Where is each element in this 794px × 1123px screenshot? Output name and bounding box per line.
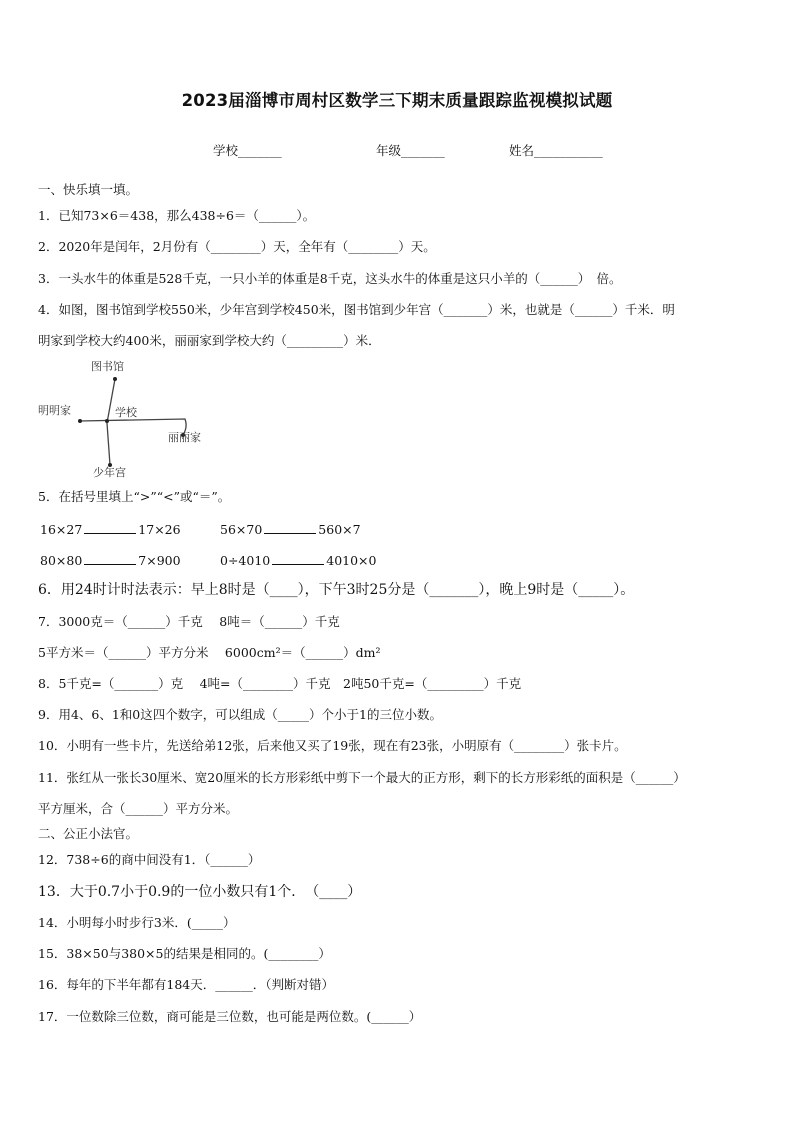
- question-11-line2: 平方厘米，合（______）平方分米。: [38, 801, 239, 816]
- page-title: 2023届淄博市周村区数学三下期末质量跟踪监视模拟试题: [181, 91, 613, 110]
- compare-b-left: 56×70: [220, 522, 263, 537]
- map-label-youth-palace: 少年宫: [93, 466, 126, 479]
- compare-d-blank[interactable]: [272, 552, 324, 565]
- question-11-line1: 11．张红从一张长30厘米、宽20厘米的长方形彩纸中剪下一个最大的正方形，剩下的长方形彩纸的面积是（______）: [38, 770, 686, 785]
- compare-a: [40, 521, 181, 537]
- question-9: 9．用4、6、1和0这四个数字，可以组成（_____）个小于1的三位小数。: [38, 707, 442, 722]
- grade-field[interactable]: 年级_______: [376, 143, 445, 158]
- compare-a-blank[interactable]: [84, 521, 136, 534]
- question-4-line1: 4．如图，图书馆到学校550米，少年宫到学校450米，图书馆到少年宫（_______）米，也就是（______）千米．明: [38, 302, 675, 317]
- question-3: 3．一头水牛的体重是528千克，一只小羊的体重是8千克，这头水牛的体重是这只小羊的（______） 倍。: [38, 271, 622, 286]
- map-label-mingming: 明明家: [38, 404, 71, 417]
- question-6: 6．用24时计时法表示：早上8时是（____），下午3时25分是（_______），晚上9时是（_____）。: [38, 582, 635, 598]
- section-heading-fill: 一、快乐填一填。: [38, 182, 139, 197]
- map-label-lili: 丽丽家: [168, 431, 201, 444]
- question-13: 13．大于0.7小于0.9的一位小数只有1个． （____）: [38, 884, 362, 900]
- compare-c-right: 7×900: [138, 553, 181, 568]
- compare-b-blank[interactable]: [264, 521, 316, 534]
- compare-b: [220, 521, 361, 537]
- question-14: 14．小明每小时步行3米．(_____）: [38, 915, 236, 930]
- question-1: 1．已知73×6＝438，那么438÷6＝（______）。: [38, 208, 316, 223]
- question-5: 5．在括号里填上“>”“<”或“＝”。: [38, 489, 231, 504]
- route-map-diagram: [35, 355, 225, 480]
- question-16: 16．每年的下半年都有184天．______．（判断对错）: [38, 977, 335, 992]
- question-15: 15．38×50与380×5的结果是相同的。(________）: [38, 946, 331, 961]
- compare-a-left: 16×27: [40, 522, 83, 537]
- question-7-line2: 5平方米＝（______）平方分米 6000cm²＝（______）dm²: [38, 645, 381, 660]
- compare-c-blank[interactable]: [84, 552, 136, 565]
- question-7-line1: 7．3000克＝（______）千克 8吨＝（______）千克: [38, 614, 340, 629]
- section-heading-judge: 二、公正小法官。: [38, 826, 139, 841]
- question-4-line2: 明家到学校大约400米，丽丽家到学校大约（_________）米．: [38, 333, 381, 348]
- compare-d-right: 4010×0: [326, 553, 377, 568]
- name-field[interactable]: 姓名___________: [509, 143, 603, 158]
- map-label-library: 图书馆: [91, 360, 124, 373]
- question-17: 17．一位数除三位数，商可能是三位数，也可能是两位数。(______）: [38, 1009, 422, 1024]
- compare-b-right: 560×7: [318, 522, 361, 537]
- compare-c: [40, 552, 181, 568]
- question-2: 2．2020年是闰年，2月份有（________）天，全年有（________）天。: [38, 239, 436, 254]
- compare-d-left: 0÷4010: [220, 553, 271, 568]
- question-12: 12．738÷6的商中间没有1．（______）: [38, 852, 261, 867]
- map-label-school: 学校: [115, 406, 137, 419]
- compare-a-right: 17×26: [138, 522, 181, 537]
- question-10: 10．小明有一些卡片，先送给弟12张，后来他又买了19张，现在有23张，小明原有（________）张卡片。: [38, 738, 627, 753]
- school-field[interactable]: 学校_______: [213, 143, 282, 158]
- compare-d: [220, 552, 377, 568]
- question-8: 8．5千克=（_______）克 4吨=（________）千克 2吨50千克=（_________）千克: [38, 676, 522, 691]
- compare-c-left: 80×80: [40, 553, 83, 568]
